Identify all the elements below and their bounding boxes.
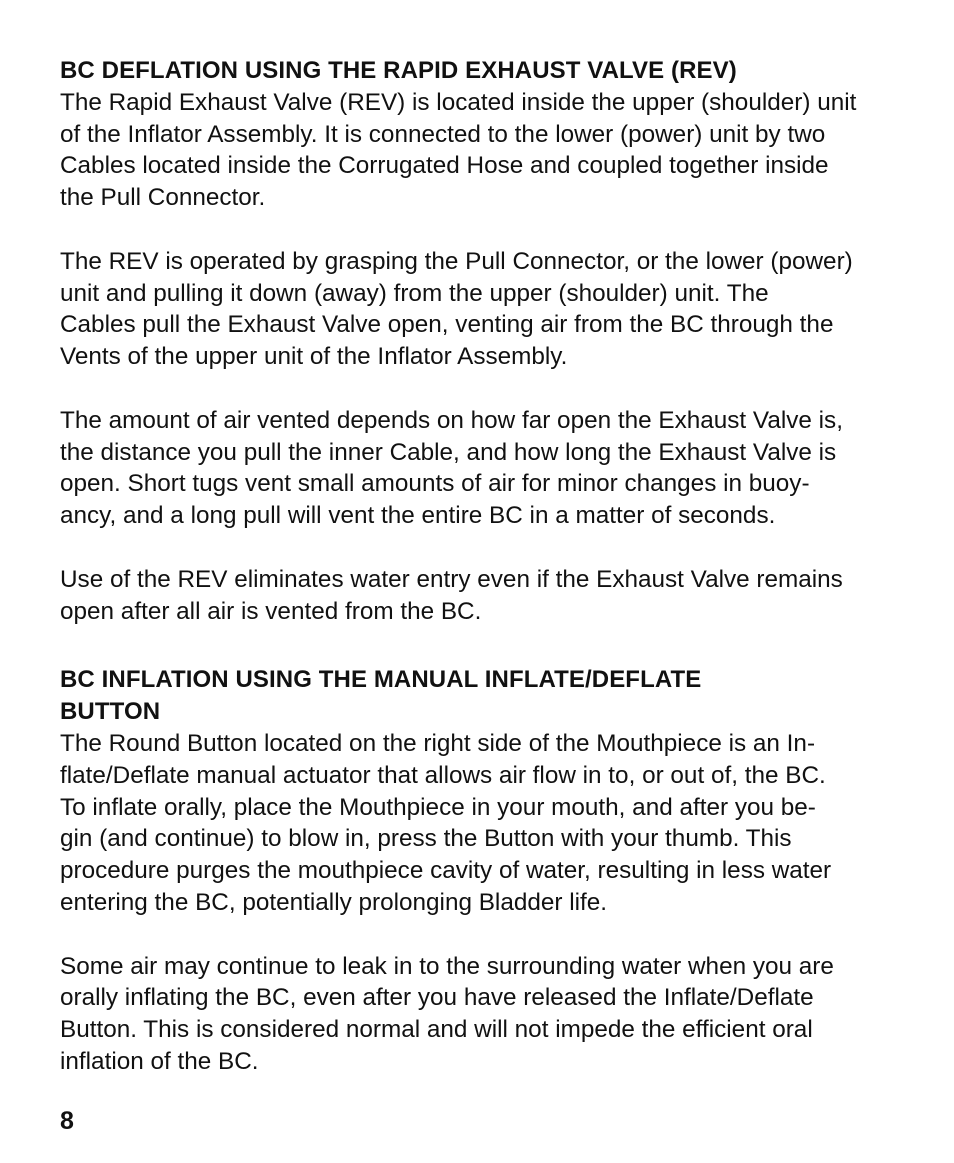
section-spacer bbox=[60, 627, 910, 664]
paragraph-spacer bbox=[60, 919, 910, 951]
paragraph-round-button: The Round Button located on the right side of the Mouthpiece is an In- flate/Deflate manual actuator that allows air flow in to, or out of, the BC. To inflate orally, place the Mouthpiece in your mouth, and after you be- gin (and continue) to blow in, press the Button with your thumb. This procedure purges the mouthpiece cavity of water, resulting in less water entering the BC, potentially prolonging Bladder life. bbox=[60, 729, 832, 916]
paragraph-spacer bbox=[60, 214, 910, 246]
manual-page bbox=[60, 55, 910, 1078]
section-heading-rev: BC DEFLATION USING THE RAPID EXHAUST VALVE (REV) bbox=[60, 57, 737, 84]
paragraph-rev-operation: The REV is operated by grasping the Pull Connector, or the lower (power) unit and pulling it down (away) from the upper (shoulder) unit. The Cables pull the Exhaust Valve open, venting air from the BC through the Vents of the upper unit of the Inflator Assembly. bbox=[60, 247, 853, 371]
paragraph-rev-amount: The amount of air vented depends on how far open the Exhaust Valve is, the distance you pull the inner Cable, and how long the Exhaust Valve is open. Short tugs vent small amounts of air for minor changes in buoy- ancy, and a long pull will vent the entire BC in a matter of seconds. bbox=[60, 406, 843, 530]
paragraph-rev-location: The Rapid Exhaust Valve (REV) is located inside the upper (shoulder) unit of the Inflator Assembly. It is connected to the lower (power) unit by two Cables located inside the Corrugated Hose and coupled together inside the Pull Connector. bbox=[60, 88, 857, 212]
page-number: 8 bbox=[60, 1107, 74, 1135]
paragraph-spacer bbox=[60, 373, 910, 405]
paragraph-rev-water-entry: Use of the REV eliminates water entry even if the Exhaust Valve remains open after all air is vented from the BC. bbox=[60, 565, 843, 625]
section-heading-inflate-deflate: BC INFLATION USING THE MANUAL INFLATE/DEFLATE BUTTON bbox=[60, 666, 702, 726]
paragraph-air-leak: Some air may continue to leak in to the surrounding water when you are orally inflating the BC, even after you have released the Inflate/Deflate Button. This is considered normal and will not impede the efficient oral inflation of the BC. bbox=[60, 952, 834, 1075]
paragraph-spacer bbox=[60, 532, 910, 564]
